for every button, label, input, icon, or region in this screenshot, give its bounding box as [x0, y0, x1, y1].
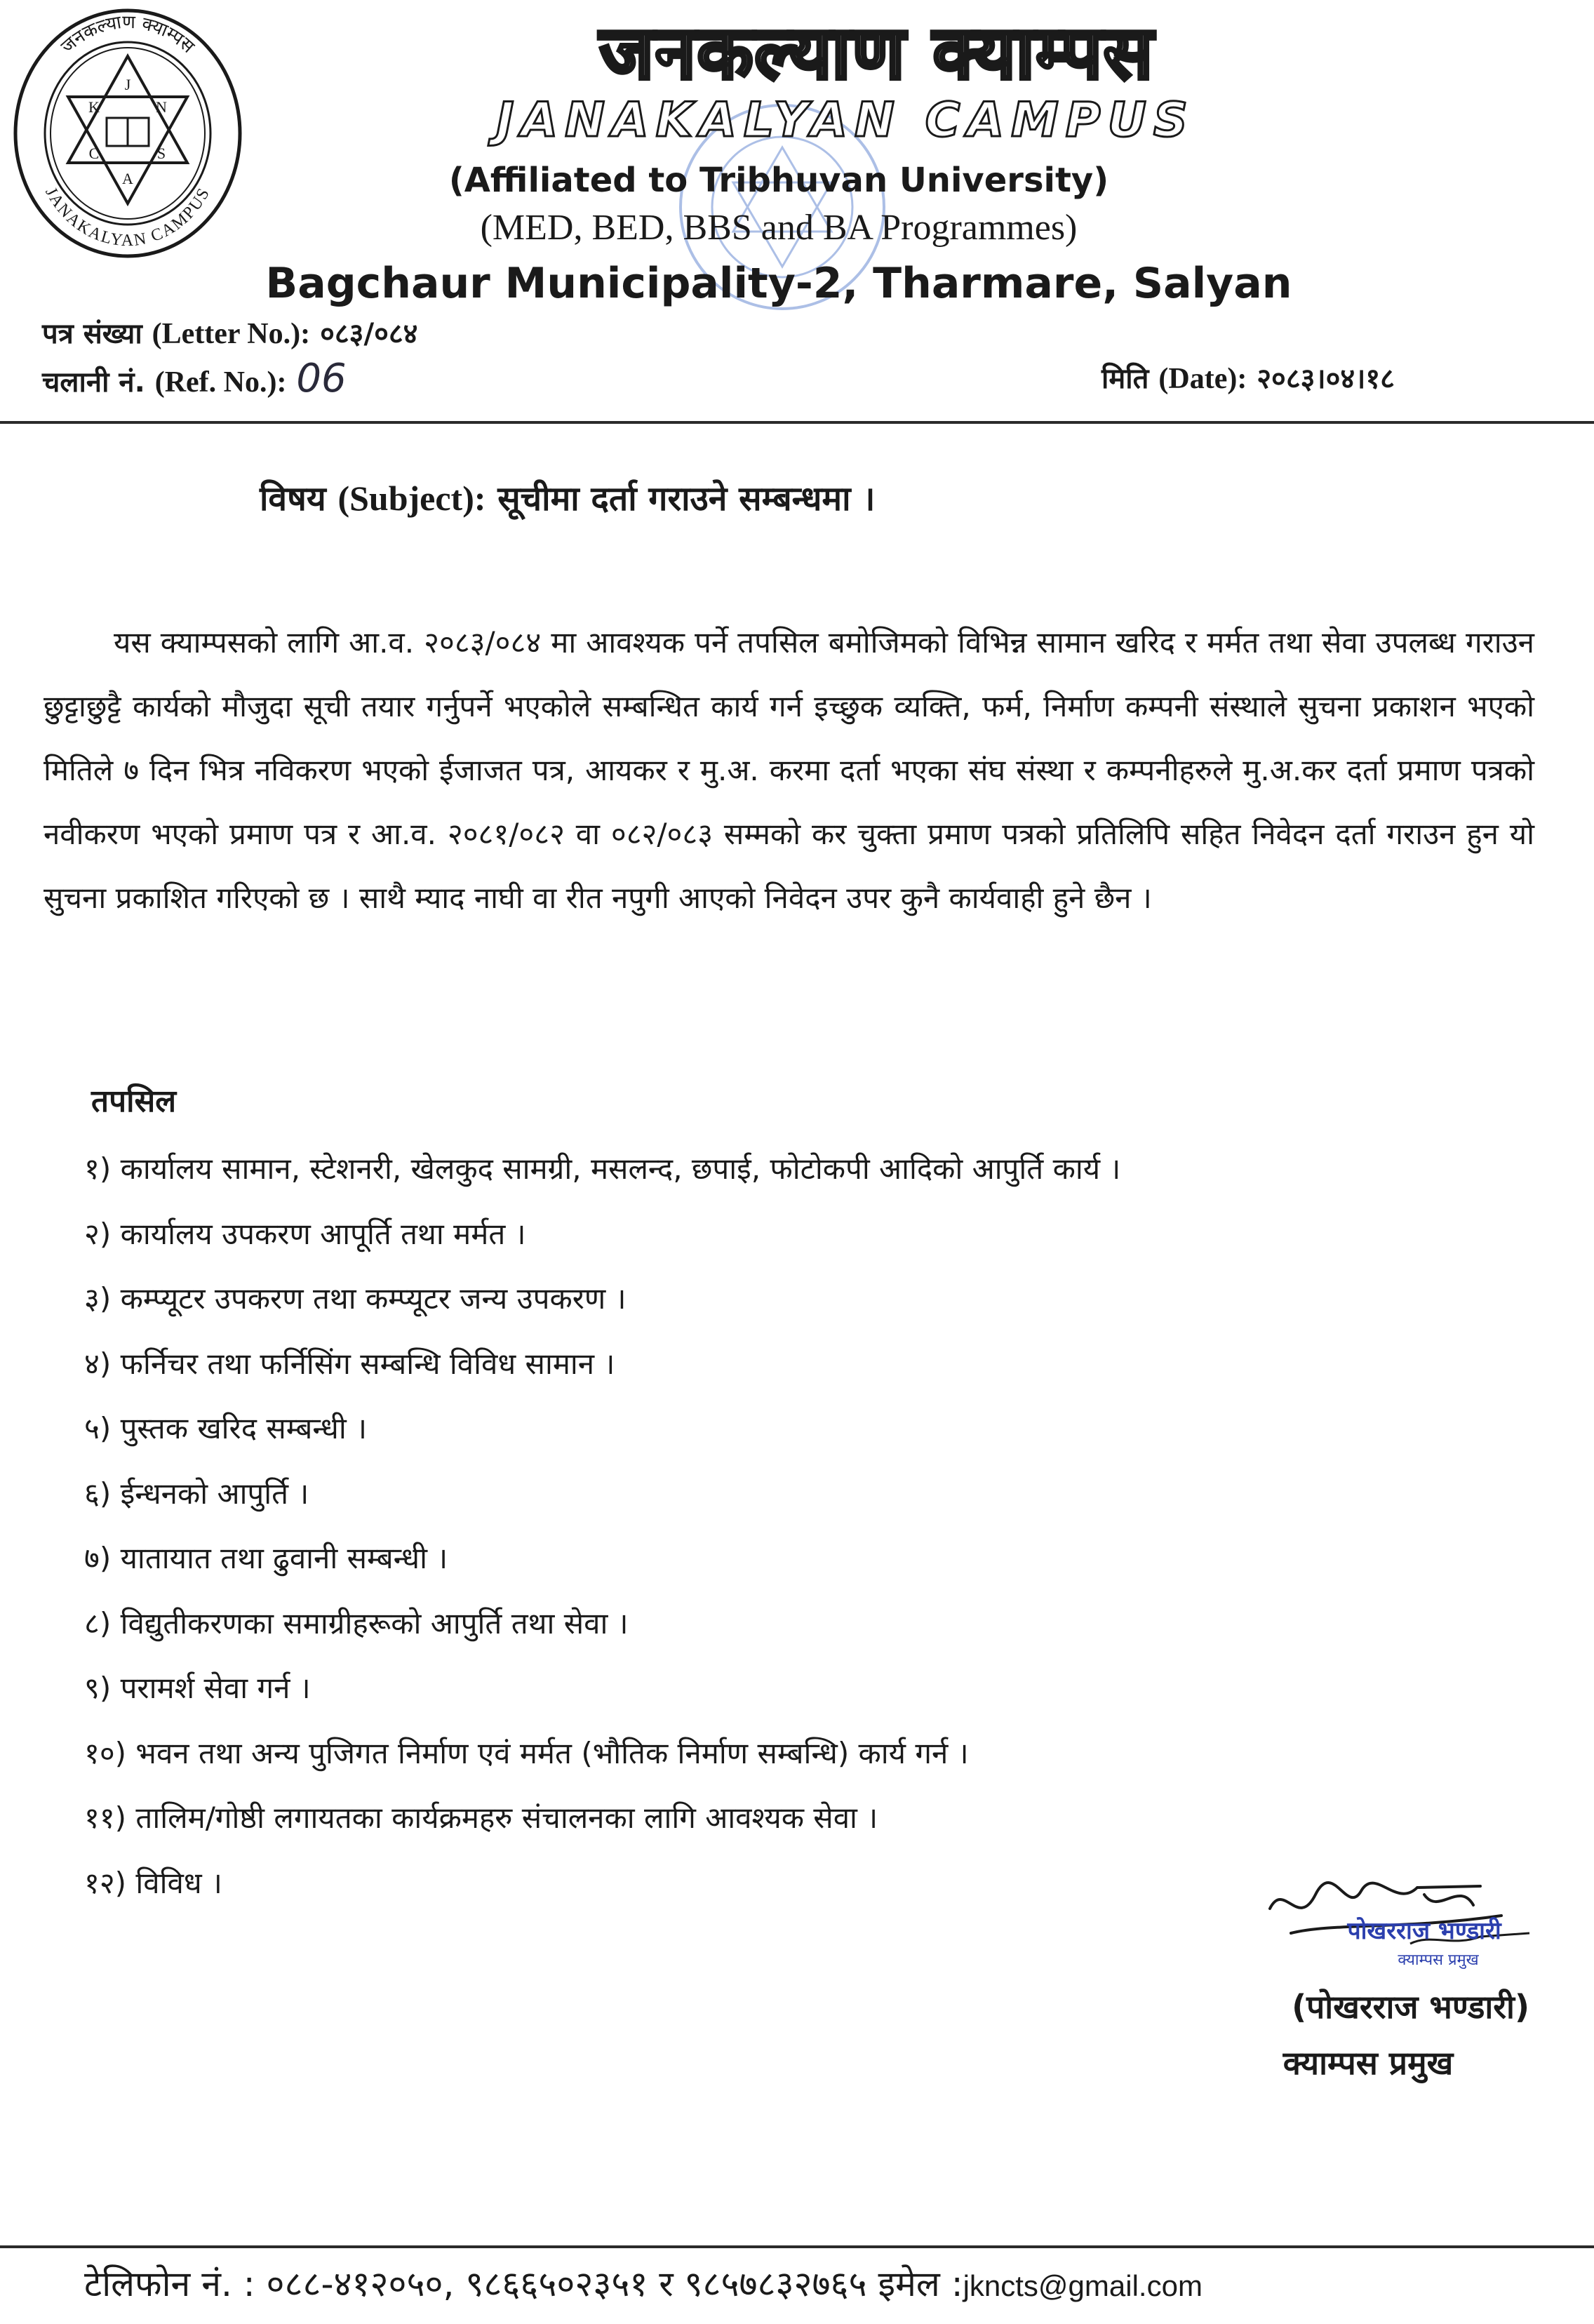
- tapasil-heading: तपसिल: [91, 1083, 177, 1119]
- subject-label-en: (Subject):: [337, 479, 486, 518]
- reference-number: [42, 358, 347, 403]
- letter-date-label-en: (Date):: [1158, 363, 1247, 395]
- email-address: jkncts@gmail.com: [963, 2269, 1203, 2302]
- reference-number-value: 06: [296, 356, 347, 401]
- svg-text:JANAKALYAN CAMPUS: JANAKALYAN CAMPUS: [41, 184, 214, 251]
- list-item: १०) भवन तथा अन्य पुजिगत निर्माण एवं मर्मत (भौतिक निर्माण सम्बन्धि) कार्य गर्न ।: [84, 1735, 969, 1770]
- signatory-stamp-title: क्याम्पस प्रमुख: [1398, 1951, 1479, 1969]
- subject-label-np: विषय: [260, 479, 326, 519]
- list-item: ९) परामर्श सेवा गर्न ।: [84, 1671, 311, 1705]
- svg-text:A: A: [122, 170, 133, 187]
- list-item: २) कार्यालय उपकरण आपूर्ति तथा मर्मत ।: [84, 1216, 526, 1251]
- footer-contact: [84, 2252, 1593, 2318]
- signatory-stamp: पोखरराज भण्डारी: [1347, 1917, 1501, 1945]
- list-item: ११) तालिम/गोष्ठी लगायतका कार्यक्रमहरु संचालनका लागि आवश्यक सेवा ।: [84, 1801, 878, 1835]
- campus-title-english: JANAKALYAN CAMPUS: [496, 93, 1195, 148]
- signatory-name: (पोखरराज भण्डारी): [1292, 1988, 1529, 2026]
- svg-text:S: S: [156, 145, 166, 162]
- svg-text:J: J: [124, 76, 131, 93]
- svg-text:C: C: [88, 145, 100, 162]
- svg-text:K: K: [88, 98, 100, 116]
- list-item: ७) यातायात तथा ढुवानी सम्बन्धी ।: [84, 1541, 448, 1575]
- subject-text: सूचीमा दर्ता गराउने सम्बन्धमा ।: [497, 479, 876, 519]
- campus-address: Bagchaur Municipality-2, Tharmare, Salyan: [265, 259, 1292, 308]
- phone-label: टेलिफोन नं. :: [84, 2264, 255, 2304]
- letter-date-value: २०८३।०४।१८: [1257, 363, 1395, 395]
- signatory-title: क्याम्पस प्रमुख: [1282, 2044, 1454, 2082]
- svg-text:जनकल्याण क्याम्पस: जनकल्याण क्याम्पस: [57, 11, 199, 58]
- letter-date: [1101, 358, 1395, 400]
- email-label: इमेल :: [878, 2264, 963, 2304]
- letter-number-label-np: पत्र संख्या: [42, 318, 142, 350]
- letter-number: [42, 313, 417, 355]
- letter-number-value: ०८३/०८४: [320, 318, 418, 350]
- affiliation-line: (Affiliated to Tribhuvan University): [448, 161, 1109, 200]
- svg-text:N: N: [156, 98, 167, 116]
- list-item: ६) ईन्धनको आपुर्ति ।: [84, 1476, 309, 1511]
- notice-paragraph-text: यस क्याम्पसको लागि आ.व. २०८३/०८४ मा आवश्यक पर्ने तपसिल बमोजिमको विभिन्न सामान खरिद र मर्मत तथा सेवा उपलब्ध गराउन छुट्टाछुट्टै कार्यको मौजुदा सूची तयार गर्नुपर्ने भएकोले सम्बन्धित कार्य गर्न इच्छुक व्यक्ति, फर्म, निर्माण कम्पनी संस्थाले सुचना प्रकाशन भएको मितिले ७ दिन भित्र नविकरण भएको ईजाजत पत्र, आयकर र मु.अ. करमा दर्ता भएका संघ संस्था र कम्पनीहरुले मु.अ.कर दर्ता प्रमाण पत्रको नवीकरण भएको प्रमाण पत्र र आ.व. २०८१/०८२ वा ०८२/०८३ सम्मको कर चुक्ता प्रमाण पत्रको प्रतिलिपि सहित निवेदन दर्ता गराउन हुन यो सुचना प्रकाशित गरिएको छ । साथै म्याद नाघी वा रीत नपुगी आएको निवेदन उपर कुनै कार्यवाही हुने छैन ।: [43, 625, 1534, 915]
- list-item: ३) कम्प्यूटर उपकरण तथा कम्प्यूटर जन्य उपकरण ।: [84, 1281, 627, 1316]
- campus-emblem-icon: [8, 0, 247, 281]
- footer-divider: [0, 2245, 1594, 2248]
- tapasil-list: [84, 1137, 1417, 1916]
- header-divider: [0, 421, 1594, 424]
- list-item: ५) पुस्तक खरिद सम्बन्धी ।: [84, 1411, 368, 1445]
- notice-paragraph: [43, 610, 1534, 930]
- letter-date-label-np: मिति: [1101, 363, 1149, 395]
- list-item: १२) विविध ।: [84, 1865, 222, 1900]
- letter-number-label-en: (Letter No.):: [152, 318, 311, 350]
- list-item: ४) फर्निचर तथा फर्निसिंग सम्बन्धि विविध सामान ।: [84, 1346, 615, 1381]
- reference-number-label-en: (Ref. No.):: [154, 366, 287, 399]
- campus-title-nepali: जनकल्याण क्याम्पस: [599, 10, 1155, 95]
- programmes-line: (MED, BED, BBS and BA Programmes): [480, 208, 1078, 248]
- list-item: ८) विद्युतीकरणका समाग्रीहरूको आपुर्ति तथा सेवा ।: [84, 1605, 629, 1641]
- list-item: १) कार्यालय सामान, स्टेशनरी, खेलकुद सामग्री, मसलन्द, छपाई, फोटोकपी आदिको आपुर्ति कार्य ।: [84, 1151, 1121, 1186]
- phone-numbers: ०८८-४१२०५०, ९८६६५०२३५१ र ९८५७८३२७६५: [266, 2264, 867, 2304]
- reference-number-label-np: चलानी नं.: [42, 366, 145, 399]
- subject-line: [260, 470, 875, 527]
